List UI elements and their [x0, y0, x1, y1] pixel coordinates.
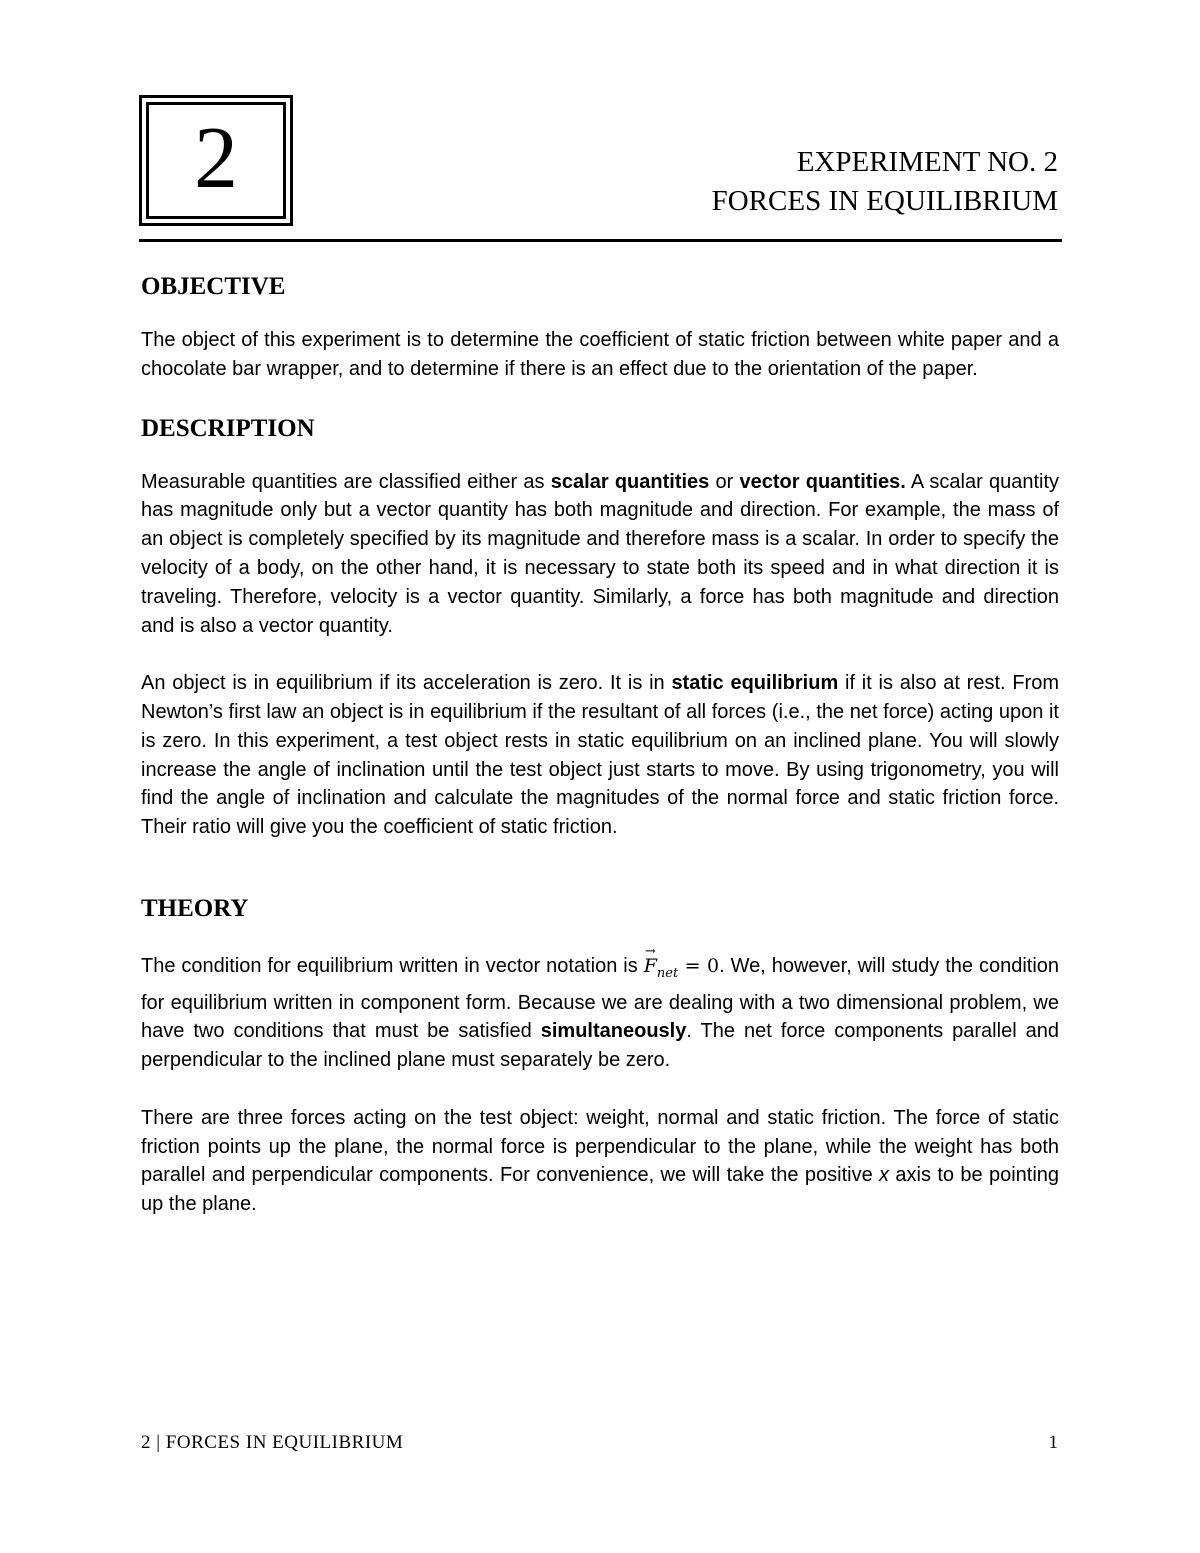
objective-paragraph: The object of this experiment is to determine the coefficient of static friction between white paper and a chocolate bar wrapper, and to determine if there is an effect due to the orientation of the paper. [141, 329, 1059, 380]
experiment-title-block [712, 143, 1058, 221]
theory-heading: THEORY [141, 894, 249, 922]
chapter-number-box [139, 95, 293, 226]
net-force-equation: → $F_{net} = 0$ [644, 955, 719, 977]
objective-heading: OBJECTIVE [141, 273, 286, 300]
description-heading: DESCRIPTION [141, 414, 315, 442]
header-divider [139, 239, 1062, 242]
theory-paragraph-2: There are three forces acting on the test object: weight, normal and static friction. The force of static friction points up the plane, the normal force is perpendicular to the plane, while the weight has both parallel and perpendicular components. For convenience, we will take the positive x axis to be pointing up the plane. [141, 1106, 1060, 1216]
footer-page-number: 1 [1048, 1432, 1058, 1453]
term-simultaneously: simultaneously [540, 1020, 687, 1043]
footer-running-title: 2 | FORCES IN EQUILIBRIUM [141, 1432, 404, 1453]
term-scalar-quantities: scalar quantities [550, 470, 710, 493]
experiment-title: FORCES IN EQUILIBRIUM [711, 185, 1058, 217]
description-paragraph-2: An object is in equilibrium if its acceleration is zero. It is in static equilibrium if it is also at rest. From Newton’s first law an object is in equilibrium if the resultant of all forces (i.e., the net force) acting upon it is zero. In this experiment, a test object rests in static equilibrium on an inclined plane. You will slowly increase the angle of inclination until the test object just starts to move. By using trigonometry, you will find the angle of inclination and calculate the magnitudes of the normal force and static friction force. Their ratio will give you the coefficient of static friction. [141, 672, 1060, 839]
experiment-label: EXPERIMENT NO. 2 [796, 146, 1058, 178]
term-vector-quantities: vector quantities. [739, 470, 906, 493]
document-body [141, 270, 1059, 1219]
variable-x: x [879, 1164, 890, 1187]
description-paragraph-1: Measurable quantities are classified either as scalar quantities or vector quantities. A scalar quantity has magnitude only but a vector quantity has both magnitude and direction. For example, the mass of an object is completely specified by its magnitude and therefore mass is a scalar. In order to specify the velocity of a body, on the other hand, it is necessary to state both its speed and in what direction it is traveling. Therefore, velocity is a vector quantity. Similarly, a force has both magnitude and direction and is also a vector quantity. [141, 470, 1059, 637]
term-static-equilibrium: static equilibrium [671, 672, 839, 695]
theory-paragraph-1: The condition for equilibrium written in vector notation is → $F_{net} = 0$. We, however, will study the condition for equilibrium written in component form. Because we are dealing with a two dimensional problem, we have two conditions that must be satisfied simultaneously. The net force components parallel and perpendicular to the inclined plane must separately be zero. [141, 952, 1059, 1075]
chapter-number: 2 [194, 109, 238, 207]
